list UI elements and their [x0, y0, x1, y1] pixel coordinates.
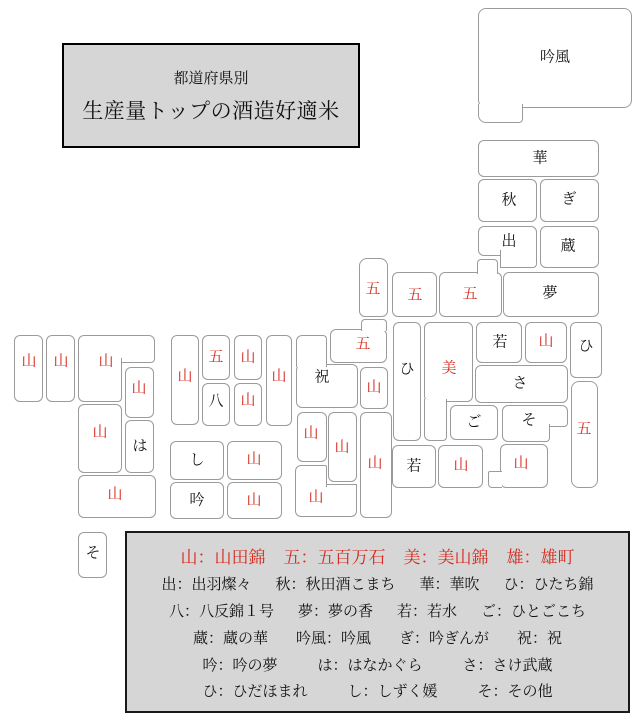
region-label-tochigi: 山 [538, 332, 554, 350]
region-label-ishikawa: 五 [365, 280, 381, 298]
region-label-aichi: 若 [406, 457, 422, 475]
region-label-fukushima: 夢 [542, 284, 558, 302]
region-label-shizuoka: 山 [453, 456, 469, 474]
region-label-shimane: 五 [208, 348, 224, 366]
legend-row-3 [127, 600, 628, 621]
region-label-okayama: 山 [240, 391, 256, 409]
region-label-gunma: 若 [492, 333, 508, 351]
region-label-tokushima: 山 [246, 491, 262, 509]
legend-item: 美：美山錦 [403, 547, 489, 567]
legend-row-4 [127, 627, 628, 648]
region-label-kagoshima: 山 [107, 485, 123, 503]
region-yamagata-ext [500, 250, 537, 268]
region-label-oita: 山 [131, 379, 147, 397]
region-label-nara: 山 [334, 438, 350, 456]
legend-item: し：しずく媛 [347, 683, 438, 701]
region-label-ehime: し [189, 451, 205, 469]
legend-item: そ：その他 [477, 683, 553, 701]
region-label-nagano: 美 [441, 359, 457, 377]
region-label-yamaguchi: 山 [177, 367, 193, 385]
region-label-hiroshima: 八 [208, 392, 224, 410]
region-label-kochi: 吟 [189, 491, 205, 509]
region-label-miyazaki: は [132, 437, 148, 455]
legend-item: 祝：祝 [517, 629, 563, 647]
region-label-kyoto: 祝 [314, 368, 330, 386]
region-label-fukui: 五 [355, 335, 371, 353]
legend-item: 華：華吹 [419, 576, 480, 594]
legend-item: 夢：夢の香 [297, 603, 373, 621]
legend-item: 吟風：吟風 [295, 629, 371, 647]
region-label-hokkaido: 吟風 [539, 48, 571, 66]
region-label-akita: 秋 [501, 191, 517, 209]
region-hokkaido-ext [478, 104, 523, 123]
legend-item: 蔵：蔵の華 [192, 629, 268, 647]
region-label-aomori: 華 [532, 149, 548, 167]
legend-row-1 [127, 543, 628, 568]
region-kyoto-ext [296, 335, 327, 367]
region-gifu [393, 322, 421, 441]
region-label-wakayama: 山 [308, 488, 324, 506]
region-label-kagawa: 山 [246, 450, 262, 468]
legend-row-6 [127, 680, 628, 701]
legend-item: 吟：吟の夢 [202, 656, 278, 674]
legend-item: 雄：雄町 [506, 547, 575, 567]
title-main: 生産量トップの酒造好適米 [82, 99, 340, 123]
legend-row-5 [127, 654, 628, 675]
title-subtitle: 都道府県別 [173, 69, 249, 87]
region-fukui-ext [361, 319, 387, 331]
legend-item: は：はなかぐら [317, 656, 423, 674]
legend-item: 八：八反錦１号 [168, 603, 274, 621]
legend-item: ぎ：吟ぎんが [399, 629, 490, 647]
legend-item: ひ：ひだほまれ [202, 683, 308, 701]
legend-box [125, 531, 630, 713]
legend-item: 山：山田錦 [180, 547, 266, 567]
region-label-shiga: 山 [366, 378, 382, 396]
legend-item: 出：出羽燦々 [161, 576, 252, 594]
region-label-saga: 山 [53, 352, 69, 370]
region-label-fukuoka: 山 [98, 352, 114, 370]
region-label-osaka: 山 [303, 424, 319, 442]
region-label-niigata: 五 [462, 285, 478, 303]
legend-row-2 [127, 573, 628, 594]
region-label-tokyo: そ [521, 411, 537, 429]
region-label-nagasaki: 山 [21, 352, 37, 370]
region-label-ibaraki: ひ [578, 337, 594, 355]
region-wakayama [295, 484, 357, 517]
region-label-toyama: 五 [407, 286, 423, 304]
region-label-gifu: ひ [399, 360, 415, 378]
region-label-miyagi: 蔵 [560, 237, 576, 255]
region-label-chiba: 五 [576, 420, 592, 438]
region-label-kumamoto: 山 [92, 423, 108, 441]
region-label-yamanashi: ご [466, 413, 482, 431]
legend-item: 秋：秋田酒こまち [275, 576, 396, 594]
region-label-yamagata: 出 [501, 232, 517, 250]
region-label-saitama: さ [512, 374, 528, 392]
region-niigata-ext [477, 259, 498, 274]
region-nagano-ext [424, 399, 447, 441]
region-label-hyogo: 山 [271, 367, 287, 385]
region-label-kanagawa: 山 [513, 454, 529, 472]
region-label-okinawa: そ [85, 544, 101, 562]
region-label-iwate: ぎ [561, 190, 577, 208]
region-label-mie: 山 [367, 454, 383, 472]
legend-item: ひ：ひたち錦 [503, 576, 594, 594]
region-label-tottori: 山 [240, 348, 256, 366]
legend-item: さ：さけ武蔵 [462, 656, 553, 674]
legend-item: 五：五百万石 [283, 547, 386, 567]
region-kanagawa-ext [488, 471, 502, 488]
legend-item: 若：若水 [397, 603, 458, 621]
title-box [62, 43, 360, 148]
region-wakayama-ext [295, 465, 327, 487]
legend-item: ご：ひとごこち [481, 603, 587, 621]
